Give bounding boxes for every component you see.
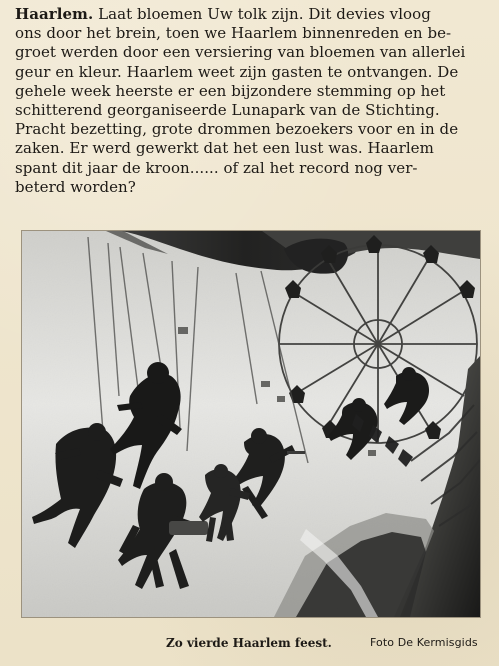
article-line-5: gehele week heerste er een bijzondere stemming op het <box>15 81 446 100</box>
article-line-9: spant dit jaar de kroon...... of zal het record nog ver- <box>15 158 418 177</box>
article-line-4: geur en kleur. Haarlem weet zijn gasten te ontvangen. De <box>15 62 459 81</box>
article-lead: Haarlem. <box>15 5 94 23</box>
article-line-10: beterd worden? <box>15 177 136 196</box>
fair-photo <box>21 230 481 618</box>
fair-photo-illustration <box>22 231 480 617</box>
photo-credit: Foto De Kermisgids <box>370 636 478 649</box>
photo-caption: Zo vierde Haarlem feest. <box>166 636 332 650</box>
article-line-1 <box>15 5 485 24</box>
article-line-3: groet werden door een versiering van bloemen van allerlei <box>15 43 466 62</box>
article-text-block <box>15 5 485 197</box>
article-line-2: ons door het brein, toen we Haarlem binnenreden en be- <box>15 24 452 43</box>
article-line-1-rest: Laat bloemen Uw tolk zijn. Dit devies vloog <box>93 5 431 23</box>
article-line-7: Pracht bezetting, grote drommen bezoekers voor en in de <box>15 120 459 139</box>
article-line-6: schitterend georganiseerde Lunapark van de Stichting. <box>15 100 440 119</box>
article-line-8: zaken. Er werd gewerkt dat het een lust was. Haarlem <box>15 139 434 158</box>
